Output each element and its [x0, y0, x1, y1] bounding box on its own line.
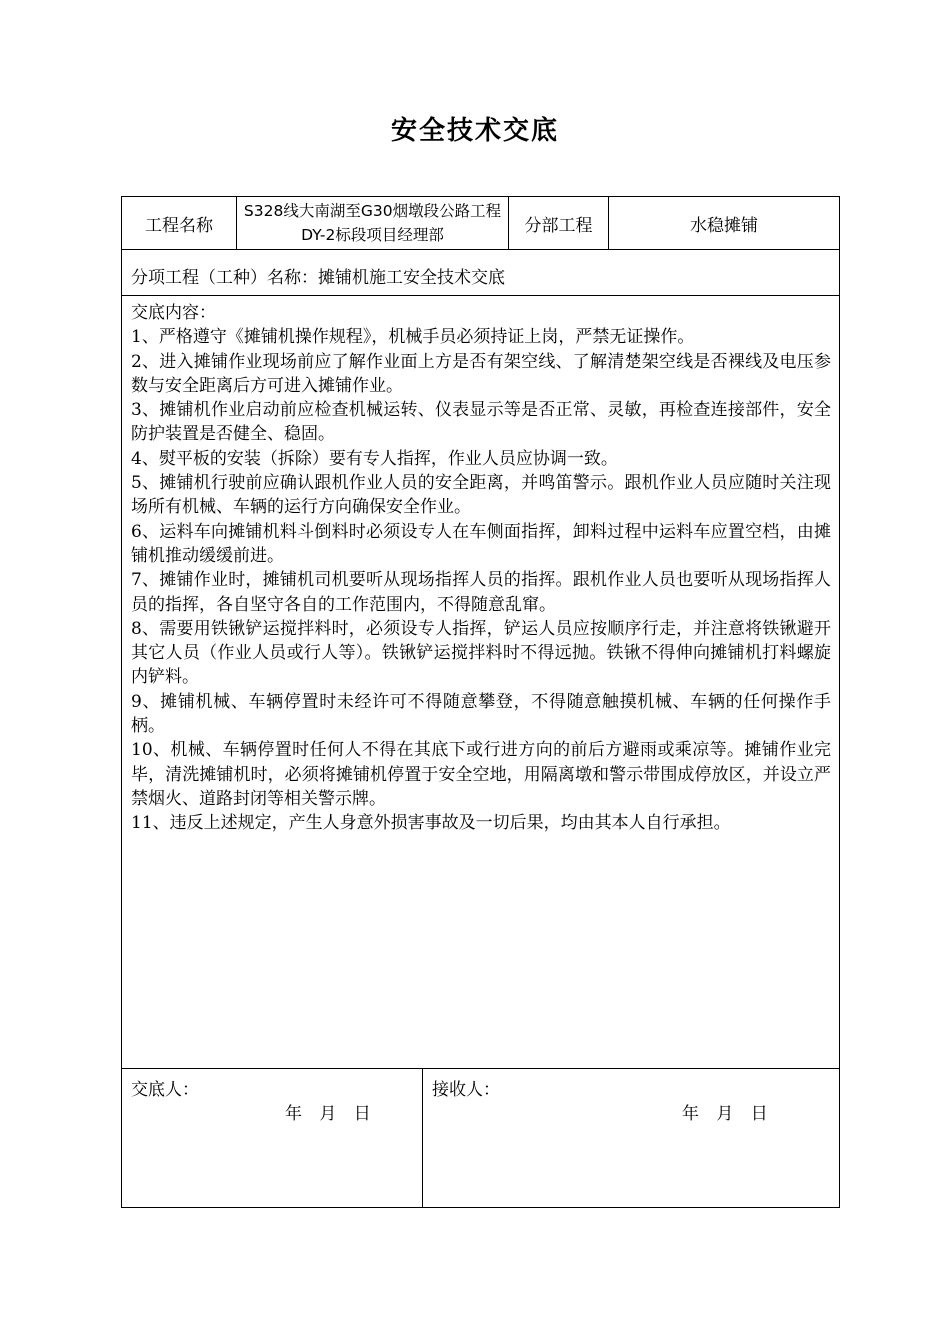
sub-item-name: 分项工程（工种）名称：摊铺机施工安全技术交底 [131, 268, 505, 288]
content-item: 6、运料车向摊铺机料斗倒料时必须设专人在车侧面指挥，卸料过程中运料车应置空档，由摊铺机推动缓缓前进。 [131, 521, 831, 566]
content-item: 9、摊铺机械、车辆停置时未经许可不得随意攀登，不得随意触摸机械、车辆的任何操作手柄。 [131, 691, 831, 737]
giver-date: 年 月 日 [285, 1104, 371, 1124]
project-name-label: 工程名称 [145, 215, 213, 236]
division-value: 水稳摊铺 [690, 215, 758, 236]
division-label: 分部工程 [524, 215, 593, 236]
col-divider [422, 1068, 423, 1207]
content-item: 10、机械、车辆停置时任何人不得在其底下或行进方向的前后方避雨或乘凉等。摊铺作业完毕，清洗摊铺机时，必须将摊铺机停置于安全空地，用隔离墩和警示带围成停放区，并设立严禁烟火、道路封闭等相关警示牌。 [131, 740, 831, 809]
giver-label: 交底人： [131, 1080, 199, 1100]
receiver-label: 接收人： [432, 1080, 500, 1100]
content-item: 1、严格遵守《摊铺机操作规程》，机械手员必须持证上岗，严禁无证操作。 [131, 327, 695, 348]
content-item: 5、摊铺机行驶前应确认跟机作业人员的安全距离，并鸣笛警示。跟机作业人员应随时关注现场所有机械、车辆的运行方向确保安全作业。 [131, 473, 831, 518]
disclosure-content [131, 301, 831, 836]
receiver-date: 年 月 日 [682, 1104, 768, 1124]
row-divider [122, 249, 839, 250]
content-item: 8、需要用铁锹铲运搅拌料时，必须设专人指挥，铲运人员应按顺序行走，并注意将铁锹避开其它人员（作业人员或行人等）。铁锹铲运搅拌料时不得远抛。铁锹不得伸向摊铺机打料螺旋内铲料。 [131, 618, 831, 688]
content-item: 4、熨平板的安装（拆除）要有专人指挥，作业人员应协调一致。 [131, 448, 618, 469]
content-item: 7、摊铺作业时，摊铺机司机要听从现场指挥人员的指挥。跟机作业人员也要听从现场指挥人员的指挥，各自坚守各自的工作范围内，不得随意乱窜。 [131, 570, 831, 615]
disclosure-table [121, 196, 840, 1208]
content-heading: 交底内容： [131, 303, 216, 323]
content-item: 3、摊铺机作业启动前应检查机械运转、仪表显示等是否正常、灵敏，再检查连接部件，安全防护装置是否健全、稳固。 [131, 400, 831, 445]
project-name-value: S328线大南湖至G30烟墩段公路工程DY-2标段项目经理部 [243, 202, 502, 244]
content-item: 11、违反上述规定，产生人身意外损害事故及一切后果，均由其本人自行承担。 [131, 813, 731, 834]
row-divider [122, 295, 839, 296]
document-title: 安全技术交底 [390, 116, 559, 146]
row-divider [122, 1068, 839, 1069]
content-item: 2、进入摊铺作业现场前应了解作业面上方是否有架空线、了解清楚架空线是否裸线及电压参数与安全距离后方可进入摊铺作业。 [131, 351, 831, 396]
